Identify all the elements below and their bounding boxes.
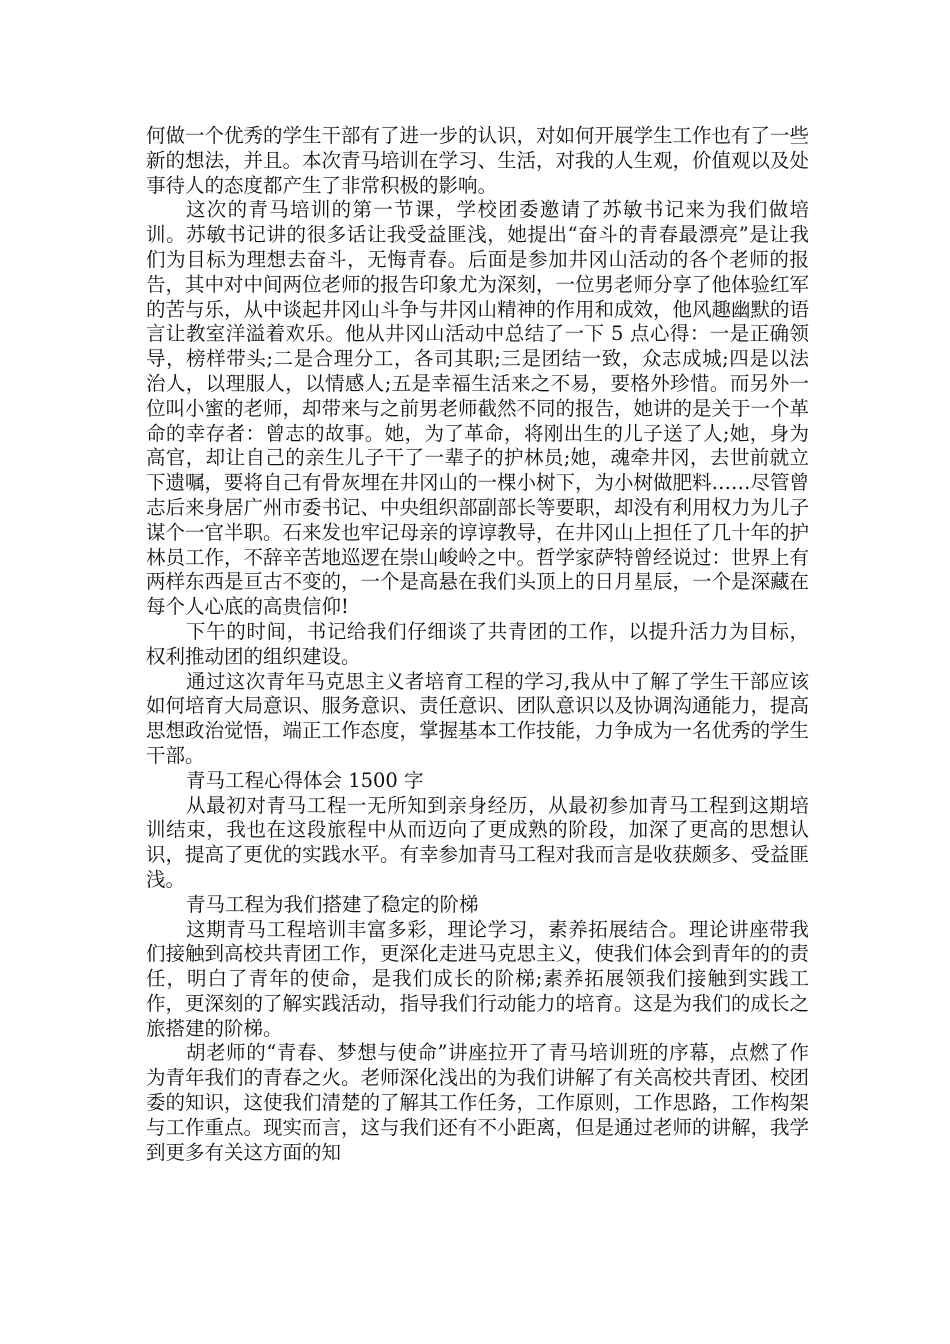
paragraph-journey: 从最初对青马工程一无所知到亲身经历，从最初参加青马工程到这期培训结束，我也在这段旅程中从而迈向了更成熟的阶段，加深了更高的思想认识，提高了更优的实践水平。有幸参加青马工程对我而言是收获颇多、受益匪浅。 xyxy=(146,793,810,891)
paragraph-lecture: 胡老师的“青春、梦想与使命”讲座拉开了青马培训班的序幕，点燃了作为青年我们的青春之火。老师深化浅出的为我们讲解了有关高校共青团、校团委的知识，这使我们清楚的了解其工作任务，工作原则，工作思路，工作构架与工作重点。现实而言，这与我们还有不小距离，但是通过老师的讲解，我学到更多有关这方面的知 xyxy=(146,1041,810,1164)
paragraph-continuation: 何做一个优秀的学生干部有了进一步的认识，对如何开展学生工作也有了一些新的想法，并且。本次青马培训在学习、生活，对我的人生观，价值观以及处事待人的态度都产生了非常积极的影响。 xyxy=(146,124,810,197)
paragraph-summary: 通过这次青年马克思主义者培育工程的学习,我从中了解了学生干部应该如何培育大局意识、服务意识、责任意识、团队意识以及协调沟通能力，提高思想政治觉悟，端正工作态度，掌握基本工作技能，力争成为一名优秀的学生干部。 xyxy=(146,669,810,767)
paragraph-training-content: 这期青马工程培训丰富多彩，理论学习，素养拓展结合。理论讲座带我们接触到高校共青团工作，更深化走进马克思主义，使我们体会到青年的的责任，明白了青年的使命，是我们成长的阶梯;素养拓展领我们接触到实践工作，更深刻的了解实践活动，指导我们行动能力的培育。这是为我们的成长之旅搭建的阶梯。 xyxy=(146,917,810,1040)
paragraph-afternoon: 下午的时间，书记给我们仔细谈了共青团的工作，以提升活力为目标，权利推动团的组织建设。 xyxy=(146,619,809,668)
document-page xyxy=(146,124,809,1165)
paragraph-first-lesson: 这次的青马培训的第一节课，学校团委邀请了苏敏书记来为我们做培训。苏敏书记讲的很多话让我受益匪浅，她提出“奋斗的青春最漂亮”是让我们为目标为理想去奋斗，无悔青春。后面是参加井冈山活动的各个老师的报告，其中对中间两位老师的报告印象尤为深刻，一位男老师分享了他体验红军的苦与乐，从中谈起井冈山斗争与井冈山精神的作用和成效，他风趣幽默的语言让教室洋溢着欢乐。他从井冈山活动中总结了一下 5 点心得：一是正确领导，榜样带头;二是合理分工，各司其职;三是团结一致，众志成城;四是以法治人，以理服人，以情感人;五是幸福生活来之不易，要格外珍惜。而另外一位叫小蜜的老师，却带来与之前男老师截然不同的报告，她讲的是关于一个革命的幸存者：曾志的故事。她，为了革命，将刚出生的儿子送了人;她，身为高官，却让自己的亲生儿子干了一辈子的护林员;她，魂牵井冈，去世前就立下遗嘱，要将自己有骨灰埋在井冈山的一棵小树下，为小树做肥料……尽管曾志后来身居广州市委书记、中央组织部副部长等要职，却没有利用权力为儿子谋个一官半职。石来发也牢记母亲的谆谆教导，在井冈山上担任了几十年的护林员工作，不辞辛苦地巡逻在崇山峻岭之中。哲学家萨特曾经说过：世界上有两样东西是亘古不变的，一个是高悬在我们头顶上的日月星辰，一个是深藏在每个人心底的高贵信仰! xyxy=(146,198,810,619)
section-heading-1500: 青马工程心得体会 1500 字 xyxy=(186,768,424,792)
section-heading-ladder: 青马工程为我们搭建了稳定的阶梯 xyxy=(186,892,479,916)
